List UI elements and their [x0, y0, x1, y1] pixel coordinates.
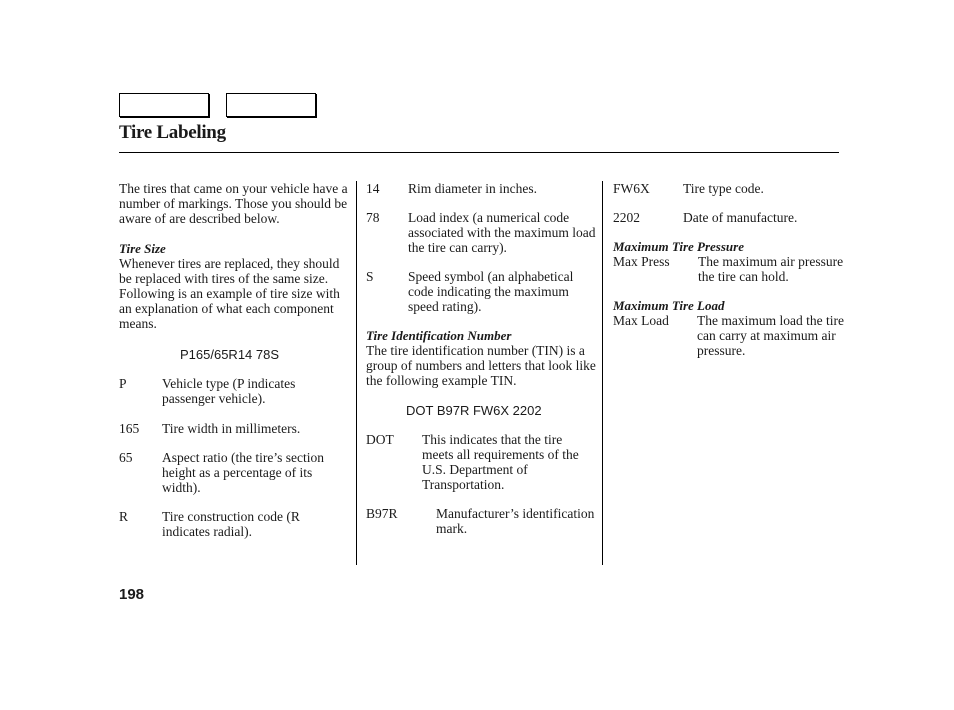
tire-size-heading: Tire Size — [119, 241, 166, 256]
column-1 — [119, 181, 351, 539]
item-code: 14 — [366, 181, 380, 196]
column-divider — [602, 181, 603, 565]
list-item — [366, 506, 596, 536]
nav-box[interactable] — [119, 93, 209, 117]
list-item — [366, 181, 596, 196]
list-item — [119, 509, 351, 539]
column-divider — [356, 181, 357, 565]
column-2 — [366, 181, 596, 536]
item-code: Max Press — [613, 254, 670, 269]
tin-heading: Tire Identification Number — [366, 328, 512, 343]
tin-example: DOT B97R FW6X 2202 — [406, 403, 542, 418]
item-description: This indicates that the tire meets all requirements of the U.S. Department of Transportation. — [422, 432, 579, 492]
list-item — [366, 432, 596, 492]
list-item — [613, 313, 845, 358]
item-description: Manufacturer’s identification mark. — [436, 506, 595, 536]
item-code: R — [119, 509, 129, 524]
item-code: P — [119, 376, 127, 391]
item-code: 78 — [366, 210, 380, 225]
item-description: The maximum air pressure the tire can hold. — [698, 254, 844, 284]
item-code: 65 — [119, 450, 133, 465]
list-item — [613, 254, 845, 284]
tire-size-example: P165/65R14 78S — [180, 347, 280, 362]
page-title: Tire Labeling — [119, 122, 226, 143]
item-description: Date of manufacture. — [683, 210, 798, 225]
item-code: DOT — [366, 432, 394, 447]
max-load-heading: Maximum Tire Load — [613, 298, 725, 313]
item-description: The maximum load the tire can carry at maximum air pressure. — [697, 313, 844, 358]
item-code: 2202 — [613, 210, 640, 225]
nav-box[interactable] — [226, 93, 316, 117]
item-description: Tire width in millimeters. — [162, 421, 301, 436]
list-item — [119, 376, 351, 406]
list-item — [119, 450, 351, 495]
tire-size-body: Whenever tires are replaced, they should be replaced with tires of the same size. Following is an example of tire size with an explanation of what each component means. — [119, 256, 340, 331]
list-item — [366, 269, 596, 314]
list-item — [119, 421, 351, 436]
tin-body: The tire identification number (TIN) is a group of numbers and letters that look like the following example TIN. — [366, 343, 596, 388]
item-description: Vehicle type (P indicates passenger vehicle). — [162, 376, 296, 406]
item-code: FW6X — [613, 181, 650, 196]
item-code: Max Load — [613, 313, 669, 328]
item-description: Tire construction code (R indicates radial). — [162, 509, 300, 539]
item-description: Load index (a numerical code associated with the maximum load the tire can carry). — [408, 210, 596, 255]
item-code: B97R — [366, 506, 398, 521]
title-rule — [119, 152, 839, 153]
item-code: 165 — [119, 421, 140, 436]
item-description: Aspect ratio (the tire’s section height as a percentage of its width). — [162, 450, 324, 495]
max-pressure-heading: Maximum Tire Pressure — [613, 239, 744, 254]
list-item — [613, 210, 845, 225]
item-description: Tire type code. — [683, 181, 764, 196]
column-3 — [613, 181, 845, 358]
item-code: S — [366, 269, 374, 284]
item-description: Rim diameter in inches. — [408, 181, 537, 196]
list-item — [613, 181, 845, 196]
list-item — [366, 210, 596, 255]
page-number: 198 — [119, 586, 145, 603]
item-description: Speed symbol (an alphabetical code indicating the maximum speed rating). — [408, 269, 574, 314]
intro-text: The tires that came on your vehicle have a number of markings. Those you should be aware of are described below. — [119, 181, 348, 226]
